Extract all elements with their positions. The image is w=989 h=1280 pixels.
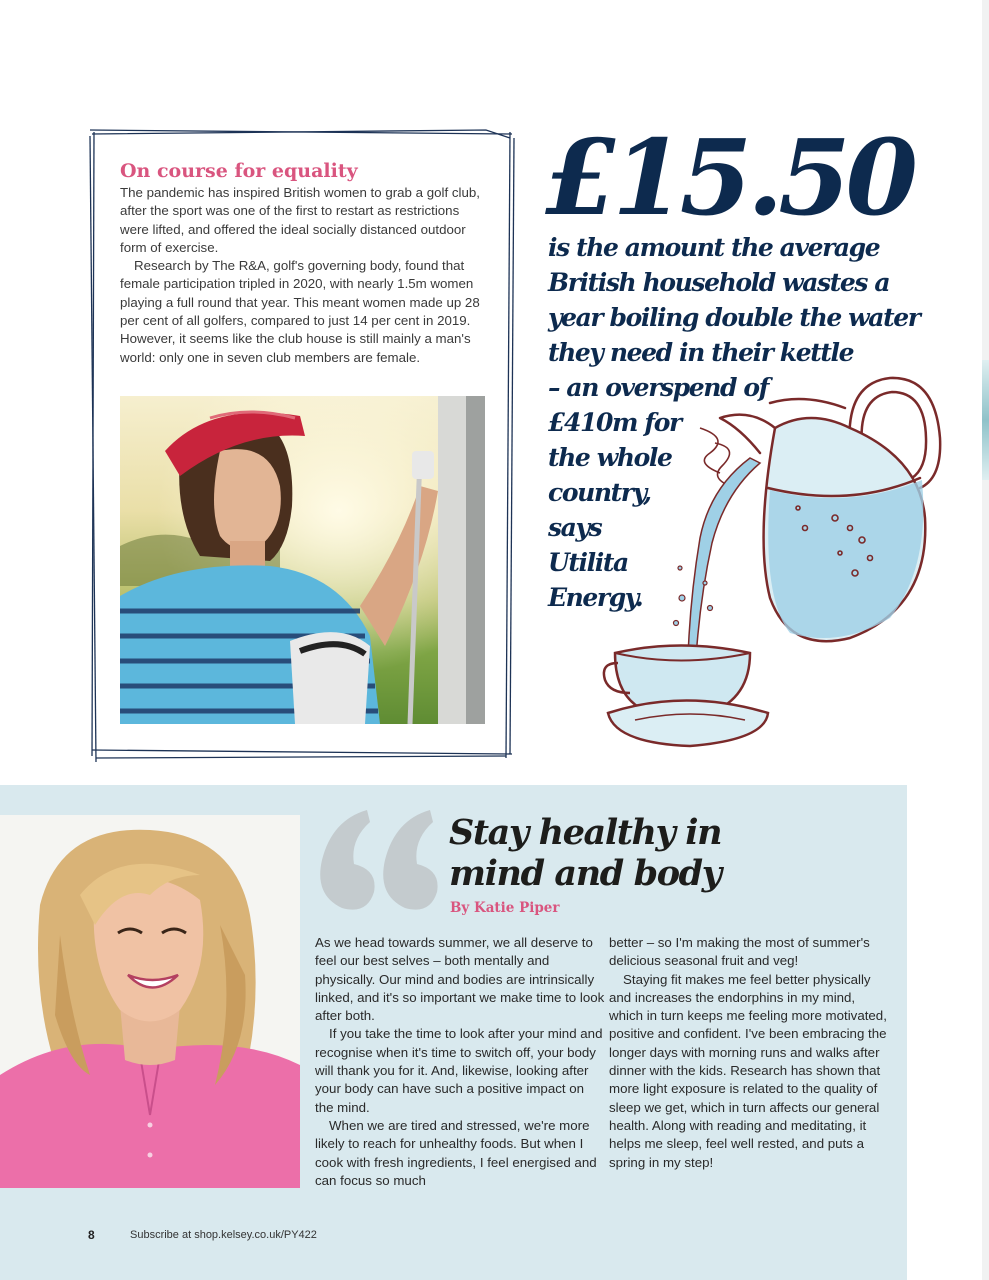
page-edge-strip (982, 0, 989, 1280)
stat-line: – an overspend of (548, 373, 769, 402)
stat-line: £410m for (548, 408, 681, 437)
article-paragraph: If you take the time to look after your mind and recognise when it's time to switch off, your body will thank you for it. And, likewise, looking after your body can have such a positive impact on the mind. (315, 1026, 603, 1115)
article-paragraph: As we head towards summer, we all deserve to feel our best selves – both mentally and physically. Our mind and bodies are intrinsically linked, and it's so important we make time to look after both. (315, 935, 605, 1024)
stat-line: country, (548, 478, 651, 507)
stat-line: the whole (548, 443, 672, 472)
stat-line: they need in their kettle (548, 338, 854, 367)
subscribe-link[interactable]: Subscribe at shop.kelsey.co.uk/PY422 (130, 1229, 317, 1241)
equality-paragraph: Research by The R&A, golf's governing body, found that female participation tripled in 2020, with nearly 1.5m women playing a full round that year. This meant women made up 28 per cent of all golfers, compared to just 14 per cent in 2019. However, it seems like the club house is still mainly a man's world: only one in seven club members are female. (120, 258, 480, 365)
equality-text (120, 184, 486, 367)
quote-mark-icon (312, 800, 442, 920)
equality-paragraph: The pandemic has inspired British women to grab a golf club, after the sport was one of the first to restart as restrictions were lifted, and offered the ideal socially distanced outdoor form of exercise. (120, 185, 480, 255)
article-heading-line: mind and body (449, 853, 721, 894)
stat-line: British household wastes a (548, 268, 890, 297)
article-paragraph: Staying fit makes me feel better physically and increases the endorphins in my mind, which in turn keeps me feeling more motivated, positive and confident. I've been embracing the longer days with morning runs and walks after dinner with the kids. Research has shown that more light exposure is related to the quality of sleep we get, which in turn affects our general health. Along with reading and meditating, it helps me sleep, feel well rested, and puts a spring in my step! (609, 971, 887, 1170)
stat-line: year boiling double the water (548, 303, 920, 332)
article-byline: By Katie Piper (450, 900, 560, 916)
kettle-pouring-illustration (600, 368, 950, 758)
stat-figure: £15.50 (545, 116, 914, 239)
page-number: 8 (88, 1228, 95, 1242)
equality-title: On course for equality (120, 160, 358, 182)
stat-line: is the amount the average (548, 233, 880, 262)
article-paragraph: better – so I'm making the most of summer's delicious seasonal fruit and veg! (609, 935, 870, 969)
stat-line: Energy. (548, 583, 643, 612)
katie-piper-photo (0, 815, 300, 1188)
article-paragraph: When we are tired and stressed, we're more likely to reach for unhealthy foods. But when I cook with fresh ingredients, I feel energised and can focus so much (315, 1117, 597, 1188)
page-edge-accent (982, 360, 989, 480)
stat-line: says (548, 513, 602, 542)
article-column-2 (609, 934, 891, 1172)
golfer-photo (120, 396, 485, 724)
article-column-1 (315, 934, 605, 1190)
article-heading-line: Stay healthy in (449, 812, 722, 853)
stat-line: Utilita (548, 548, 628, 577)
